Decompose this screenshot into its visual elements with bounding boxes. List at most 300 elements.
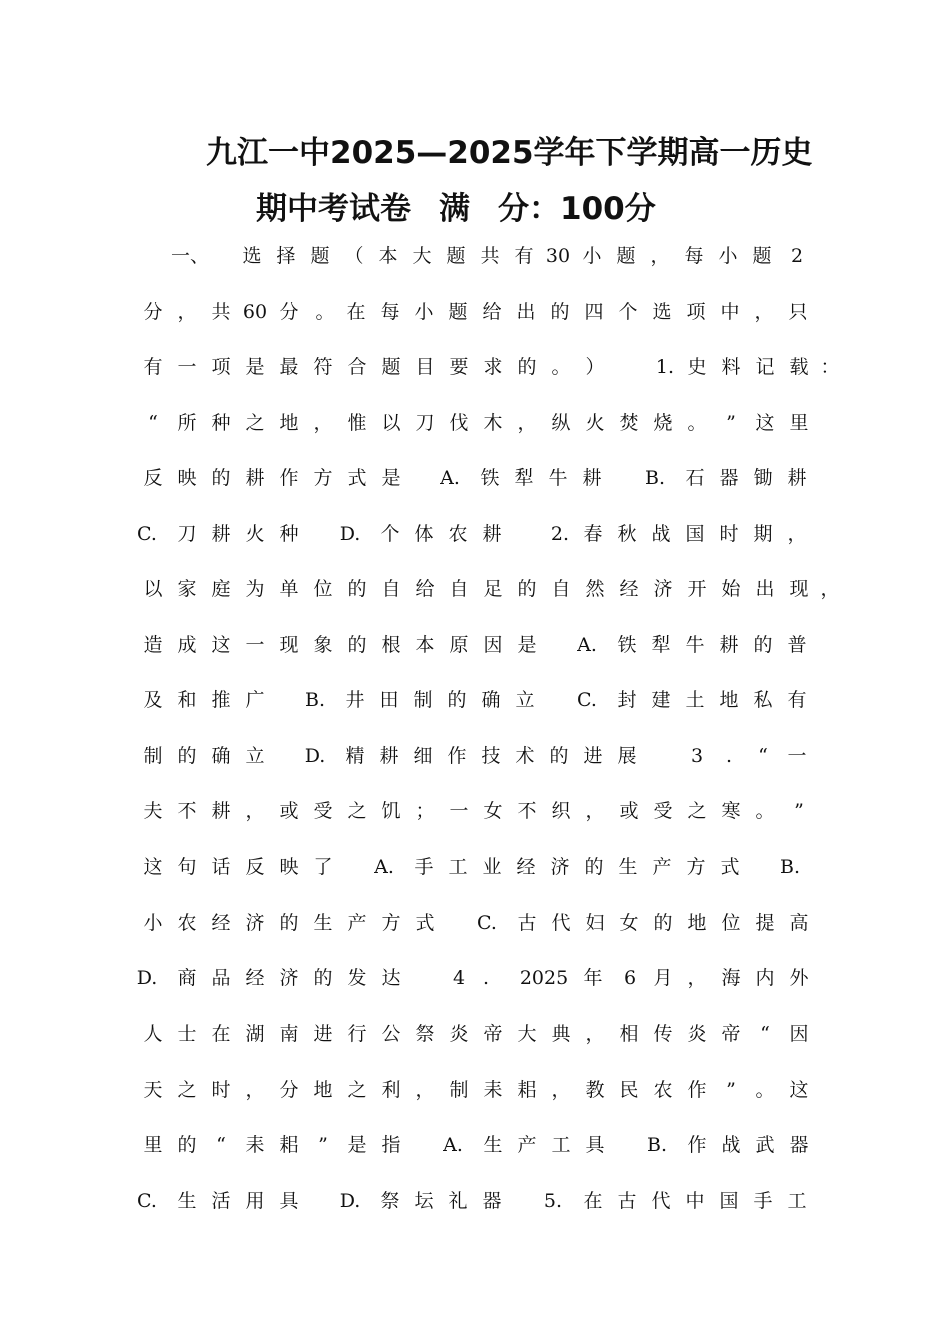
text-glyph: 制 <box>143 745 163 767</box>
text-glyph: B. <box>304 689 326 711</box>
text-glyph: ， <box>177 301 197 323</box>
text-glyph: “ <box>148 412 158 434</box>
text-glyph: 自 <box>449 578 469 600</box>
text-glyph: ， <box>517 412 537 434</box>
text-glyph: 手 <box>753 1190 773 1212</box>
text-glyph: ， <box>313 412 333 434</box>
text-glyph: 作 <box>447 745 467 767</box>
text-glyph: 济 <box>653 578 673 600</box>
text-glyph: B. <box>646 1134 668 1156</box>
text-glyph: 方 <box>686 856 706 878</box>
text-glyph: 技 <box>481 745 501 767</box>
text-glyph: 不 <box>177 800 197 822</box>
text-glyph: 选 <box>242 245 262 267</box>
text-glyph: 发 <box>347 967 367 989</box>
text-glyph: 位 <box>313 578 333 600</box>
text-glyph: A. <box>374 856 394 878</box>
text-glyph: 夫 <box>143 800 163 822</box>
text-glyph: 工 <box>787 1190 807 1212</box>
text-glyph: 耒 <box>483 1079 503 1101</box>
text-glyph: 产 <box>347 912 367 934</box>
text-glyph: ， <box>585 800 605 822</box>
text-glyph: 术 <box>515 745 535 767</box>
text-line <box>0 963 950 993</box>
text-glyph: 天 <box>143 1079 163 1101</box>
text-glyph: 是 <box>517 634 537 656</box>
text-glyph: 具 <box>279 1190 299 1212</box>
text-glyph: ， <box>551 1079 571 1101</box>
text-glyph: 战 <box>721 1134 741 1156</box>
text-glyph: 人 <box>143 1023 163 1045</box>
text-glyph: 祭 <box>415 1023 435 1045</box>
text-glyph: 以 <box>143 578 163 600</box>
text-glyph: 典 <box>551 1023 571 1045</box>
text-glyph: C. <box>477 912 497 934</box>
text-glyph: 牛 <box>548 467 568 489</box>
text-glyph: 国 <box>719 1190 739 1212</box>
text-glyph: 给 <box>415 578 435 600</box>
text-glyph: 共 <box>480 245 500 267</box>
text-glyph: A. <box>577 634 597 656</box>
text-glyph: 封 <box>617 689 637 711</box>
text-glyph: 地 <box>313 1079 333 1101</box>
text-glyph: 女 <box>619 912 639 934</box>
text-glyph: 里 <box>143 1134 163 1156</box>
text-glyph: 象 <box>313 634 333 656</box>
text-glyph: D. <box>304 745 326 767</box>
text-glyph: 个 <box>618 301 638 323</box>
text-glyph: 高 <box>789 912 809 934</box>
text-glyph: 耕 <box>482 523 502 545</box>
text-glyph: 。 <box>755 1079 775 1101</box>
text-glyph: 耜 <box>517 1079 537 1101</box>
text-glyph: 了 <box>313 856 333 878</box>
text-glyph: 作 <box>279 467 299 489</box>
text-glyph: 的 <box>211 467 231 489</box>
text-glyph: 小 <box>414 301 434 323</box>
text-glyph: 犁 <box>514 467 534 489</box>
text-glyph: 妇 <box>585 912 605 934</box>
text-glyph: 符 <box>313 356 333 378</box>
text-glyph: 织 <box>551 800 571 822</box>
text-glyph: 受 <box>313 800 333 822</box>
text-line <box>0 297 950 327</box>
text-glyph: 南 <box>279 1023 299 1045</box>
text-glyph: 4 <box>452 967 466 989</box>
text-glyph: 展 <box>617 745 637 767</box>
text-glyph: 外 <box>789 967 809 989</box>
text-glyph: 经 <box>619 578 639 600</box>
text-glyph: 映 <box>177 467 197 489</box>
text-glyph: D. <box>339 523 361 545</box>
text-glyph: 的 <box>653 912 673 934</box>
text-glyph: 只 <box>788 301 808 323</box>
text-glyph: 相 <box>619 1023 639 1045</box>
text-glyph: 式 <box>347 467 367 489</box>
text-glyph: ， <box>585 1023 605 1045</box>
text-glyph: 地 <box>279 412 299 434</box>
text-glyph: 小 <box>143 912 163 934</box>
text-glyph: 方 <box>313 467 333 489</box>
text-glyph: 。 <box>687 412 707 434</box>
text-glyph: 品 <box>211 967 231 989</box>
text-glyph: 之 <box>245 412 265 434</box>
text-glyph: 济 <box>550 856 570 878</box>
text-glyph: 庭 <box>211 578 231 600</box>
text-glyph: 的 <box>584 856 604 878</box>
text-glyph: 耜 <box>279 1134 299 1156</box>
text-glyph: 及 <box>143 689 163 711</box>
text-glyph: 出 <box>755 578 775 600</box>
text-glyph: 公 <box>381 1023 401 1045</box>
text-glyph: 传 <box>653 1023 673 1045</box>
text-glyph: 受 <box>653 800 673 822</box>
text-glyph: （ <box>344 245 364 267</box>
text-line <box>0 463 950 493</box>
text-glyph: 商 <box>177 967 197 989</box>
text-glyph: 一 <box>177 356 197 378</box>
text-glyph: 6 <box>623 967 637 989</box>
text-glyph: 是 <box>347 1134 367 1156</box>
text-glyph: “ <box>760 1023 770 1045</box>
text-glyph: 广 <box>245 689 265 711</box>
text-glyph: ； <box>415 800 435 822</box>
text-glyph: D. <box>136 967 158 989</box>
text-glyph: 的 <box>753 634 773 656</box>
text-glyph: 在 <box>346 301 366 323</box>
text-glyph: 为 <box>245 578 265 600</box>
text-glyph: 原 <box>449 634 469 656</box>
text-glyph: 具 <box>585 1134 605 1156</box>
text-glyph: 地 <box>687 912 707 934</box>
text-glyph: 单 <box>279 578 299 600</box>
text-glyph: 工 <box>448 856 468 878</box>
text-glyph: 大 <box>517 1023 537 1045</box>
text-glyph: 达 <box>381 967 401 989</box>
exam-title-line-1: 九江一中2025—2025学年下学期高一历史 <box>206 135 813 171</box>
text-glyph: 自 <box>551 578 571 600</box>
text-glyph: 内 <box>755 967 775 989</box>
text-glyph: 的 <box>313 967 333 989</box>
text-glyph: 一 <box>245 634 265 656</box>
text-glyph: 家 <box>177 578 197 600</box>
text-glyph: 指 <box>381 1134 401 1156</box>
text-glyph: 的 <box>517 356 537 378</box>
text-glyph: 个 <box>380 523 400 545</box>
text-glyph: 农 <box>448 523 468 545</box>
text-glyph: 国 <box>685 523 705 545</box>
text-glyph: 寒 <box>721 800 741 822</box>
text-glyph: 耕 <box>582 467 602 489</box>
full-score-label-1: 满 <box>439 191 470 227</box>
text-glyph: 这 <box>211 634 231 656</box>
text-glyph: 位 <box>721 912 741 934</box>
text-glyph: B. <box>644 467 666 489</box>
text-glyph: 给 <box>482 301 502 323</box>
text-glyph: 手 <box>414 856 434 878</box>
text-glyph: 经 <box>516 856 536 878</box>
text-glyph: 和 <box>177 689 197 711</box>
text-glyph: ， <box>650 245 670 267</box>
text-glyph: 每 <box>684 245 704 267</box>
text-glyph: 的 <box>347 578 367 600</box>
text-line <box>0 352 950 382</box>
text-glyph: 分 <box>279 301 299 323</box>
text-glyph: 里 <box>789 412 809 434</box>
text-glyph: 海 <box>721 967 741 989</box>
text-glyph: 共 <box>211 301 231 323</box>
text-glyph: 足 <box>483 578 503 600</box>
text-glyph: 锄 <box>753 467 773 489</box>
text-glyph: 题 <box>381 356 401 378</box>
text-line <box>0 741 950 771</box>
text-line <box>0 408 950 438</box>
text-glyph: 的 <box>447 689 467 711</box>
text-glyph: 作 <box>687 1079 707 1101</box>
text-line <box>0 908 950 938</box>
text-glyph: 细 <box>413 745 433 767</box>
text-glyph: 帝 <box>721 1023 741 1045</box>
text-glyph: 2025 <box>519 967 569 989</box>
text-glyph: 耕 <box>379 745 399 767</box>
text-glyph: 伐 <box>449 412 469 434</box>
text-glyph: 牛 <box>685 634 705 656</box>
text-glyph: 项 <box>686 301 706 323</box>
text-glyph: 生 <box>483 1134 503 1156</box>
text-glyph: 之 <box>687 800 707 822</box>
text-glyph: 耕 <box>211 523 231 545</box>
text-glyph: 句 <box>177 856 197 878</box>
text-glyph: 反 <box>143 467 163 489</box>
text-glyph: 代 <box>551 912 571 934</box>
text-glyph: 或 <box>279 800 299 822</box>
text-glyph: 映 <box>279 856 299 878</box>
text-glyph: 普 <box>787 634 807 656</box>
text-glyph: 武 <box>755 1134 775 1156</box>
text-line <box>0 1019 950 1049</box>
text-line <box>0 796 950 826</box>
text-glyph: 要 <box>449 356 469 378</box>
text-glyph: 秋 <box>617 523 637 545</box>
text-line <box>0 241 950 271</box>
text-glyph: 铁 <box>617 634 637 656</box>
text-glyph: 记 <box>755 356 775 378</box>
text-glyph: 时 <box>719 523 739 545</box>
text-glyph: 。 <box>755 800 775 822</box>
text-glyph: 。 <box>551 356 571 378</box>
text-glyph: 刀 <box>177 523 197 545</box>
text-glyph: 小 <box>582 245 602 267</box>
text-glyph: . <box>482 967 490 989</box>
text-glyph: ） <box>585 356 605 378</box>
text-glyph: 种 <box>279 523 299 545</box>
text-glyph: 生 <box>313 912 333 934</box>
text-glyph: 产 <box>652 856 672 878</box>
text-glyph: 是 <box>245 356 265 378</box>
text-glyph: ， <box>787 523 807 545</box>
text-line <box>0 1075 950 1105</box>
text-glyph: 饥 <box>381 800 401 822</box>
text-glyph: 5. <box>543 1190 563 1212</box>
text-glyph: 这 <box>789 1079 809 1101</box>
text-glyph: 中 <box>720 301 740 323</box>
text-glyph: 现 <box>789 578 809 600</box>
text-glyph: 业 <box>482 856 502 878</box>
text-glyph: 祭 <box>380 1190 400 1212</box>
text-glyph: 一、 <box>170 245 210 267</box>
text-glyph: 犁 <box>651 634 671 656</box>
text-glyph: 生 <box>177 1190 197 1212</box>
text-glyph: ， <box>754 301 774 323</box>
text-glyph: 选 <box>652 301 672 323</box>
text-glyph: 农 <box>653 1079 673 1101</box>
text-glyph: 在 <box>211 1023 231 1045</box>
text-glyph: 之 <box>347 1079 367 1101</box>
text-glyph: 精 <box>345 745 365 767</box>
text-glyph: . <box>725 745 733 767</box>
text-glyph: 反 <box>245 856 265 878</box>
text-glyph: A. <box>440 467 460 489</box>
text-glyph: 建 <box>651 689 671 711</box>
text-glyph: 制 <box>413 689 433 711</box>
text-glyph: 刀 <box>415 412 435 434</box>
text-glyph: 3 <box>690 745 704 767</box>
text-glyph: 因 <box>789 1023 809 1045</box>
text-glyph: 所 <box>177 412 197 434</box>
text-glyph: 济 <box>245 912 265 934</box>
text-glyph: 行 <box>347 1023 367 1045</box>
text-glyph: 农 <box>177 912 197 934</box>
text-glyph: 礼 <box>448 1190 468 1212</box>
full-score-value: 分：100分 <box>498 191 656 227</box>
text-glyph: ， <box>245 800 265 822</box>
text-glyph: 分 <box>143 301 163 323</box>
text-glyph: 士 <box>177 1023 197 1045</box>
text-glyph: 造 <box>143 634 163 656</box>
text-glyph: 石 <box>685 467 705 489</box>
text-glyph: 种 <box>211 412 231 434</box>
text-glyph: 地 <box>719 689 739 711</box>
text-line <box>0 685 950 715</box>
text-glyph: 焚 <box>619 412 639 434</box>
text-glyph: 经 <box>211 912 231 934</box>
text-glyph: 有 <box>787 689 807 711</box>
text-glyph: ， <box>245 1079 265 1101</box>
text-glyph: 井 <box>345 689 365 711</box>
text-glyph: B. <box>779 856 801 878</box>
text-glyph: 2. <box>550 523 570 545</box>
text-glyph: 古 <box>517 912 537 934</box>
text-glyph: 帝 <box>483 1023 503 1045</box>
text-glyph: 式 <box>720 856 740 878</box>
text-glyph: 体 <box>414 523 434 545</box>
text-glyph: 有 <box>514 245 534 267</box>
text-glyph: 1. <box>655 356 675 378</box>
text-glyph: 题 <box>616 245 636 267</box>
text-glyph: 的 <box>549 745 569 767</box>
text-glyph: A. <box>443 1134 463 1156</box>
text-glyph: 的 <box>177 1134 197 1156</box>
text-glyph: 这 <box>143 856 163 878</box>
text-glyph: 载 <box>789 356 809 378</box>
text-glyph: 之 <box>177 1079 197 1101</box>
text-glyph: 土 <box>685 689 705 711</box>
text-glyph: 用 <box>245 1190 265 1212</box>
text-glyph: 因 <box>483 634 503 656</box>
text-glyph: 惟 <box>347 412 367 434</box>
text-glyph: 器 <box>719 467 739 489</box>
text-glyph: 器 <box>789 1134 809 1156</box>
text-glyph: 产 <box>517 1134 537 1156</box>
text-glyph: ” <box>318 1134 328 1156</box>
text-glyph: 田 <box>379 689 399 711</box>
text-glyph: 本 <box>415 634 435 656</box>
text-glyph: 烧 <box>653 412 673 434</box>
text-glyph: 古 <box>617 1190 637 1212</box>
text-glyph: “ <box>216 1134 226 1156</box>
text-glyph: 开 <box>687 578 707 600</box>
text-glyph: 炎 <box>687 1023 707 1045</box>
text-glyph: 炎 <box>449 1023 469 1045</box>
text-glyph: 进 <box>583 745 603 767</box>
text-glyph: 教 <box>585 1079 605 1101</box>
text-glyph: 式 <box>415 912 435 934</box>
text-glyph: 的 <box>177 745 197 767</box>
text-glyph: 制 <box>449 1079 469 1101</box>
text-glyph: ” <box>726 1079 736 1101</box>
text-glyph: 耕 <box>211 800 231 822</box>
text-glyph: 推 <box>211 689 231 711</box>
text-glyph: 耕 <box>245 467 265 489</box>
text-glyph: 史 <box>687 356 707 378</box>
text-glyph: 题 <box>446 245 466 267</box>
text-glyph: C. <box>137 523 157 545</box>
text-glyph: 的 <box>517 578 537 600</box>
text-line <box>0 519 950 549</box>
text-glyph: 器 <box>482 1190 502 1212</box>
text-glyph: 最 <box>279 356 299 378</box>
text-glyph: 始 <box>721 578 741 600</box>
text-glyph: ” <box>794 800 804 822</box>
text-glyph: 题 <box>752 245 772 267</box>
text-glyph: 这 <box>755 412 775 434</box>
text-glyph: 期 <box>753 523 773 545</box>
text-glyph: 工 <box>551 1134 571 1156</box>
text-glyph: 时 <box>211 1079 231 1101</box>
text-glyph: 火 <box>585 412 605 434</box>
text-glyph: 项 <box>211 356 231 378</box>
text-glyph: 不 <box>517 800 537 822</box>
text-glyph: 是 <box>381 467 401 489</box>
text-glyph: 坛 <box>414 1190 434 1212</box>
text-glyph: 湖 <box>245 1023 265 1045</box>
text-line <box>0 1186 950 1216</box>
text-glyph: 中 <box>685 1190 705 1212</box>
text-glyph: 有 <box>143 356 163 378</box>
text-glyph: 2 <box>790 245 804 267</box>
text-glyph: 春 <box>583 523 603 545</box>
text-glyph: “ <box>758 745 768 767</box>
text-glyph: 女 <box>483 800 503 822</box>
text-glyph: 一 <box>787 745 807 767</box>
text-glyph: 求 <box>483 356 503 378</box>
text-glyph: 话 <box>211 856 231 878</box>
text-glyph: 经 <box>245 967 265 989</box>
text-glyph: 题 <box>448 301 468 323</box>
text-line <box>0 574 950 604</box>
text-glyph: 民 <box>619 1079 639 1101</box>
text-glyph: 方 <box>381 912 401 934</box>
